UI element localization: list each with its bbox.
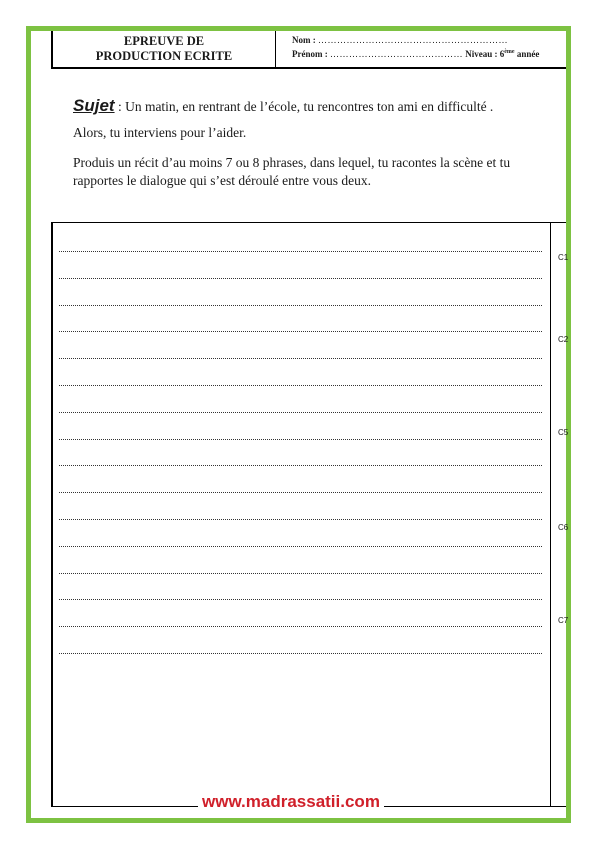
criterion-c2: C2 (558, 335, 569, 344)
site-logo: www.madrassatii.com (198, 792, 384, 812)
sujet-label: Sujet (73, 96, 115, 115)
writing-line[interactable] (59, 385, 542, 386)
instruction: Produis un récit d’au moins 7 ou 8 phrases, dans lequel, tu racontes la scène et tu rapportes le dialogue qui s’est déroulé entre vous deux. (73, 155, 511, 188)
writing-line[interactable] (59, 465, 542, 466)
criteria-column-divider (550, 223, 551, 806)
criterion-c5: C5 (558, 428, 569, 437)
writing-line[interactable] (59, 653, 542, 654)
prenom-field[interactable]: …………………………………… (330, 49, 463, 59)
criterion-c6: C6 (558, 523, 569, 532)
writing-line[interactable] (59, 546, 542, 547)
writing-line[interactable] (59, 492, 542, 493)
writing-line[interactable] (59, 519, 542, 520)
exam-title-line1: EPREUVE DE (123, 34, 205, 48)
writing-line[interactable] (59, 358, 542, 359)
writing-line[interactable] (59, 305, 542, 306)
writing-line[interactable] (59, 573, 542, 574)
nom-label: Nom : (292, 35, 316, 45)
writing-line[interactable] (59, 599, 542, 600)
criterion-c7: C7 (558, 616, 569, 625)
writing-line[interactable] (59, 278, 542, 279)
writing-line[interactable] (59, 412, 542, 413)
exam-title-line2: PRODUCTION ECRITE (95, 49, 233, 63)
subject-block (73, 97, 543, 202)
niveau-label: Niveau : 6ème année (465, 49, 540, 59)
prenom-label: Prénom : (292, 49, 328, 59)
writing-line[interactable] (59, 439, 542, 440)
student-info (276, 31, 566, 69)
nom-field[interactable]: …………………………………………………… (318, 35, 508, 45)
page-frame (26, 26, 571, 823)
writing-line[interactable] (59, 331, 542, 332)
writing-line[interactable] (59, 251, 542, 252)
nom-row (292, 35, 508, 45)
criterion-c1: C1 (558, 253, 569, 262)
exam-title (51, 31, 276, 69)
prenom-row (292, 49, 539, 59)
subject-line: Sujet : Un matin, en rentrant de l’école, tu rencontres ton ami en difficulté . (73, 96, 494, 115)
writing-area[interactable] (51, 222, 569, 807)
writing-line[interactable] (59, 626, 542, 627)
subject-line2: Alors, tu interviens pour l’aider. (73, 125, 247, 140)
